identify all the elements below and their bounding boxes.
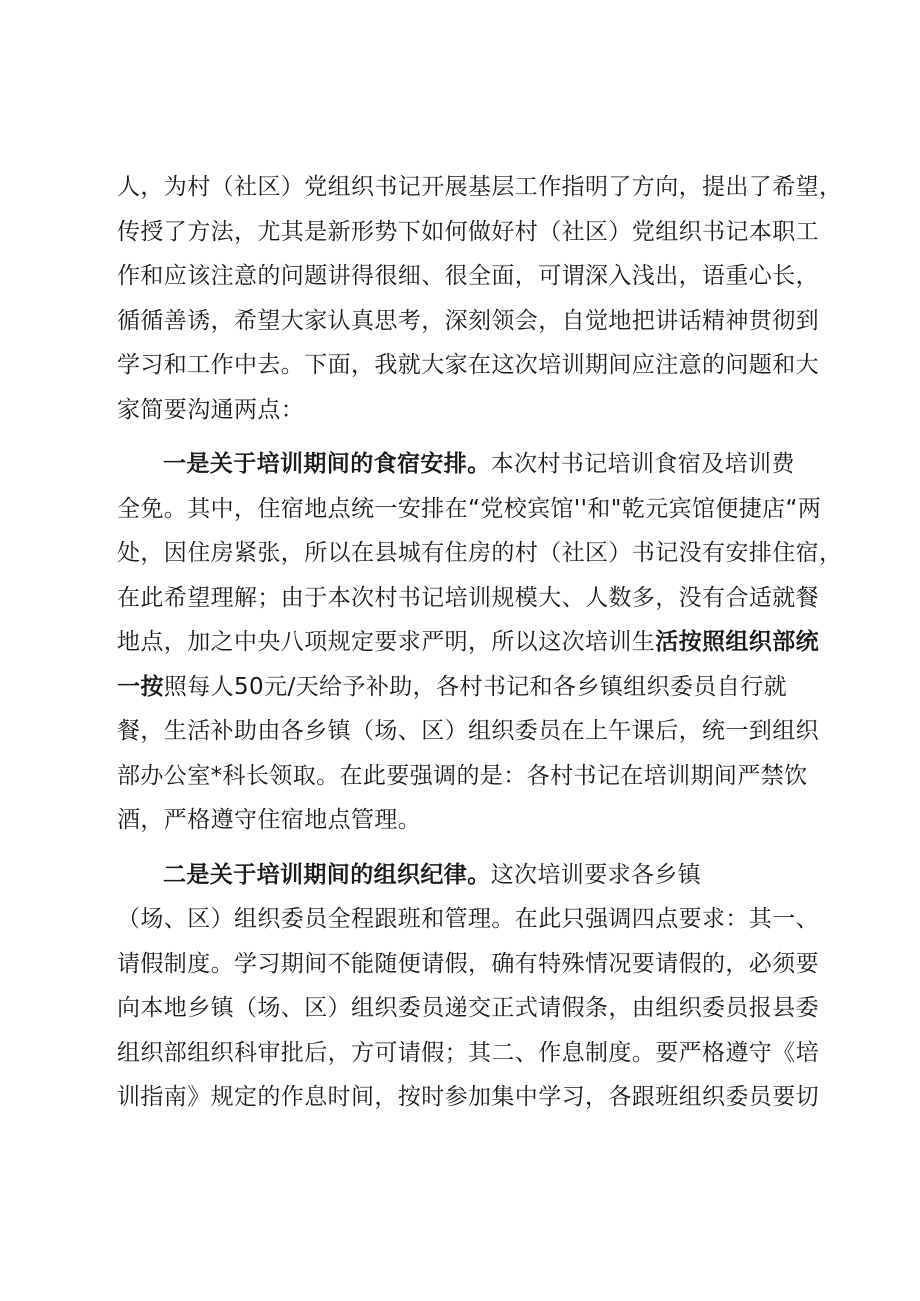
section1-first-rest: 本次村书记培训食宿及培训费 — [490, 451, 795, 477]
paragraph-line: 处，因住房紧张，所以在县城有住房的村（社区）书记没有安排住宿， — [117, 540, 843, 566]
paragraph-line: 酒，严格遵守住宿地点管理。 — [117, 807, 422, 833]
section1-line5-bold: 活按照组织部统 — [655, 629, 820, 655]
section1-line6-b: 照每人50元/天给予补助，各村书记和各乡镇组织委员自行就 — [163, 673, 788, 700]
paragraph-line: 循循善诱，希望大家认真思考，深刻领会，自觉地把讲话精神贯彻到 — [117, 307, 819, 334]
paragraph-line: 组织部组织科审批后，方可请假；其二、作息制度。要严格遵守《培 — [117, 1039, 819, 1066]
section2-first-line — [117, 853, 832, 898]
paragraph-line: 部办公室*科长领取。在此要强调的是：各村书记在培训期间严禁饮 — [117, 762, 808, 789]
paragraph-line: 家简要沟通两点： — [117, 396, 305, 423]
paragraph-line: 请假制度。学习期间不能随便请假，确有特殊情况要请假的，必须要 — [117, 950, 819, 977]
paragraph-line: 餐，生活补助由各乡镇（场、区）组织委员在上午课后，统一到组织 — [117, 718, 819, 744]
paragraph-line: 全免。其中，住宿地点统一安排在“党校宾馆''和"乾元宾馆便捷店“两 — [117, 495, 822, 522]
section1-line6-bold: 一按 — [117, 673, 164, 700]
paragraph-line: 作和应该注意的问题讲得很细、很全面，可谓深入浅出，语重心长， — [117, 263, 819, 289]
paragraph-line: 在此希望理解；由于本次村书记培训规模大、人数多，没有合适就餐 — [117, 584, 819, 611]
paragraph-line: 人，为村（社区）党组织书记开展基层工作指明了方向，提出了希望， — [117, 174, 843, 200]
paragraph-line: 学习和工作中去。下面，我就大家在这次培训期间应注意的问题和大 — [117, 352, 819, 378]
paragraph-line — [117, 620, 832, 665]
paragraph-line: （场、区）组织委员全程跟班和管理。在此只强调四点要求：其一、 — [117, 906, 819, 932]
section1-line5-a: 地点，加之中央八项规定要求严明，所以这次培训生 — [117, 629, 656, 655]
paragraph-line: 向本地乡镇（场、区）组织委员递交正式请假条，由组织委员报县委 — [117, 995, 819, 1021]
section2-first-rest: 这次培训要求各乡镇 — [490, 861, 702, 888]
paragraph-line: 训指南》规定的作息时间，按时参加集中学习，各跟班组织委员要切 — [117, 1084, 819, 1110]
section2-heading: 二是关于培训期间的组织纪律。 — [163, 861, 491, 888]
section1-heading: 一是关于培训期间的食宿安排。 — [163, 451, 491, 477]
paragraph-line — [117, 665, 832, 710]
section1-first-line — [117, 442, 832, 487]
paragraph-line: 传授了方法，尤其是新形势下如何做好村（社区）党组织书记本职工 — [117, 218, 819, 245]
document-body — [117, 165, 843, 1120]
